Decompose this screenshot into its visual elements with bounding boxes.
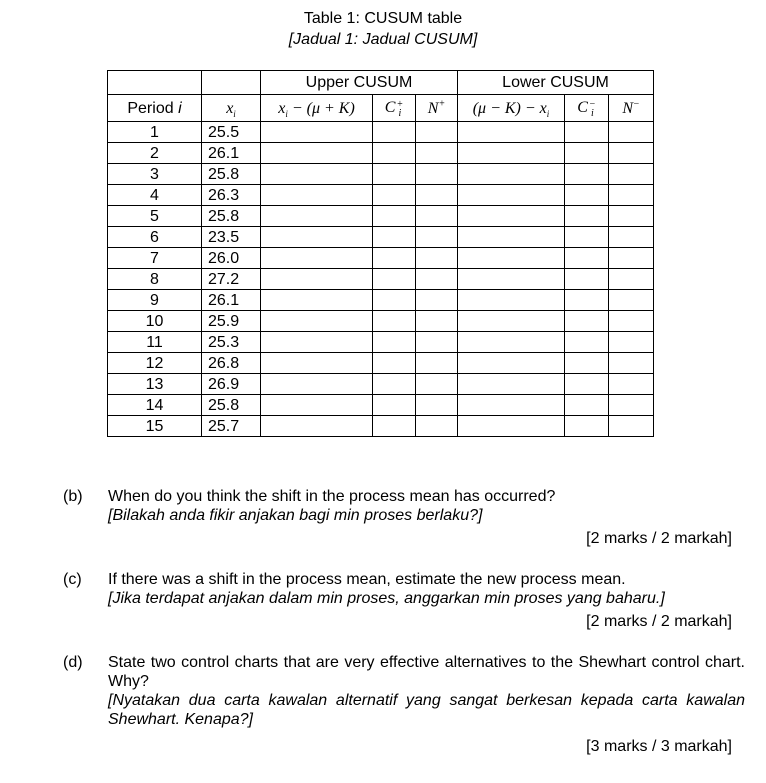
table-row bbox=[108, 122, 654, 143]
x-value-cell: 23.5 bbox=[202, 227, 261, 248]
c-minus-cell[interactable] bbox=[565, 248, 609, 269]
upper-deviation-cell[interactable] bbox=[261, 332, 373, 353]
n-plus-cell[interactable] bbox=[416, 332, 458, 353]
question-c-marks: [2 marks / 2 markah] bbox=[586, 613, 732, 630]
n-plus-cell[interactable] bbox=[416, 248, 458, 269]
c-plus-cell[interactable] bbox=[373, 374, 416, 395]
n-minus-cell[interactable] bbox=[609, 227, 654, 248]
upper-deviation-cell[interactable] bbox=[261, 416, 373, 437]
question-d-english: State two control charts that are very effective alternatives to the Shewhart control chart. Why? bbox=[108, 654, 745, 690]
n-plus-cell[interactable] bbox=[416, 206, 458, 227]
upper-deviation-cell[interactable] bbox=[261, 122, 373, 143]
table-row bbox=[108, 164, 654, 185]
c-minus-cell[interactable] bbox=[565, 311, 609, 332]
n-minus-cell[interactable] bbox=[609, 416, 654, 437]
header-blank-period bbox=[108, 71, 202, 95]
upper-deviation-cell[interactable] bbox=[261, 290, 373, 311]
lower-deviation-cell[interactable] bbox=[458, 311, 565, 332]
c-plus-cell[interactable] bbox=[373, 248, 416, 269]
table-row bbox=[108, 374, 654, 395]
x-value-cell: 26.9 bbox=[202, 374, 261, 395]
period-cell: 13 bbox=[108, 374, 202, 395]
lower-deviation-header: $(\mu - K) - x_i$ bbox=[458, 95, 565, 122]
n-minus-cell[interactable] bbox=[609, 206, 654, 227]
n-minus-cell[interactable] bbox=[609, 332, 654, 353]
lower-deviation-cell[interactable] bbox=[458, 416, 565, 437]
x-value-cell: 27.2 bbox=[202, 269, 261, 290]
n-minus-cell[interactable] bbox=[609, 248, 654, 269]
n-minus-cell[interactable] bbox=[609, 269, 654, 290]
question-b-marks: [2 marks / 2 markah] bbox=[586, 530, 732, 547]
lower-deviation-cell[interactable] bbox=[458, 122, 565, 143]
upper-deviation-cell[interactable] bbox=[261, 395, 373, 416]
n-minus-cell[interactable] bbox=[609, 395, 654, 416]
upper-deviation-cell[interactable] bbox=[261, 269, 373, 290]
question-d-label: (d) bbox=[63, 654, 83, 671]
table-row bbox=[108, 395, 654, 416]
x-value-cell: 25.7 bbox=[202, 416, 261, 437]
period-header: Period i bbox=[108, 95, 202, 122]
question-c-label: (c) bbox=[63, 571, 82, 588]
period-cell: 5 bbox=[108, 206, 202, 227]
period-cell: 4 bbox=[108, 185, 202, 206]
upper-deviation-cell[interactable] bbox=[261, 374, 373, 395]
c-minus-cell[interactable] bbox=[565, 353, 609, 374]
c-minus-cell[interactable] bbox=[565, 416, 609, 437]
period-cell: 10 bbox=[108, 311, 202, 332]
upper-deviation-cell[interactable] bbox=[261, 353, 373, 374]
c-plus-cell[interactable] bbox=[373, 395, 416, 416]
upper-deviation-cell[interactable] bbox=[261, 206, 373, 227]
table-row bbox=[108, 332, 654, 353]
table-row bbox=[108, 185, 654, 206]
upper-deviation-cell[interactable] bbox=[261, 164, 373, 185]
c-plus-cell[interactable] bbox=[373, 353, 416, 374]
n-minus-cell[interactable] bbox=[609, 185, 654, 206]
lower-deviation-cell[interactable] bbox=[458, 395, 565, 416]
c-plus-cell[interactable] bbox=[373, 206, 416, 227]
question-b-label: (b) bbox=[63, 488, 83, 505]
c-plus-cell[interactable] bbox=[373, 269, 416, 290]
c-plus-cell[interactable] bbox=[373, 332, 416, 353]
c-minus-cell[interactable] bbox=[565, 395, 609, 416]
lower-deviation-cell[interactable] bbox=[458, 164, 565, 185]
upper-deviation-cell[interactable] bbox=[261, 227, 373, 248]
c-minus-cell[interactable] bbox=[565, 374, 609, 395]
period-cell: 12 bbox=[108, 353, 202, 374]
n-minus-cell[interactable] bbox=[609, 374, 654, 395]
lower-deviation-cell[interactable] bbox=[458, 206, 565, 227]
question-c-english: If there was a shift in the process mean, estimate the new process mean. bbox=[108, 571, 626, 588]
n-plus-cell[interactable] bbox=[416, 311, 458, 332]
lower-deviation-cell[interactable] bbox=[458, 332, 565, 353]
c-plus-cell[interactable] bbox=[373, 416, 416, 437]
n-plus-cell[interactable] bbox=[416, 143, 458, 164]
lower-deviation-cell[interactable] bbox=[458, 374, 565, 395]
n-plus-cell[interactable] bbox=[416, 164, 458, 185]
c-minus-cell[interactable] bbox=[565, 122, 609, 143]
n-plus-cell[interactable] bbox=[416, 416, 458, 437]
n-minus-cell[interactable] bbox=[609, 311, 654, 332]
x-value-cell: 25.5 bbox=[202, 122, 261, 143]
table-row bbox=[108, 311, 654, 332]
c-minus-header: C − i bbox=[565, 95, 609, 122]
lower-deviation-cell[interactable] bbox=[458, 227, 565, 248]
question-b-malay: [Bilakah anda fikir anjakan bagi min proses berlaku?] bbox=[108, 507, 483, 524]
question-d-malay: [Nyatakan dua carta kawalan alternatif yang sangat berkesan kepada carta kawalan Shewhart. Kenapa?] bbox=[108, 692, 745, 728]
period-cell: 8 bbox=[108, 269, 202, 290]
n-plus-cell[interactable] bbox=[416, 374, 458, 395]
table-row bbox=[108, 227, 654, 248]
c-plus-cell[interactable] bbox=[373, 185, 416, 206]
table-caption-malay: [Jadual 1: Jadual CUSUM] bbox=[288, 31, 478, 48]
n-plus-cell[interactable] bbox=[416, 269, 458, 290]
x-value-cell: 25.8 bbox=[202, 206, 261, 227]
period-cell: 6 bbox=[108, 227, 202, 248]
c-plus-cell[interactable] bbox=[373, 227, 416, 248]
table-row bbox=[108, 416, 654, 437]
question-c-malay: [Jika terdapat anjakan dalam min proses, anggarkan min proses yang baharu.] bbox=[108, 590, 665, 607]
c-plus-cell[interactable] bbox=[373, 122, 416, 143]
n-plus-cell[interactable] bbox=[416, 290, 458, 311]
lower-deviation-cell[interactable] bbox=[458, 269, 565, 290]
table-row bbox=[108, 143, 654, 164]
c-plus-cell[interactable] bbox=[373, 164, 416, 185]
n-minus-cell[interactable] bbox=[609, 143, 654, 164]
n-minus-cell[interactable] bbox=[609, 290, 654, 311]
upper-cusum-header: Upper CUSUM bbox=[261, 71, 458, 95]
c-minus-cell[interactable] bbox=[565, 227, 609, 248]
period-cell: 9 bbox=[108, 290, 202, 311]
lower-deviation-cell[interactable] bbox=[458, 248, 565, 269]
n-plus-cell[interactable] bbox=[416, 395, 458, 416]
c-minus-cell[interactable] bbox=[565, 332, 609, 353]
n-plus-cell[interactable] bbox=[416, 227, 458, 248]
x-value-cell: 25.9 bbox=[202, 311, 261, 332]
c-minus-cell[interactable] bbox=[565, 206, 609, 227]
x-value-cell: 26.1 bbox=[202, 290, 261, 311]
table-row bbox=[108, 290, 654, 311]
table-caption: Table 1: CUSUM table bbox=[303, 10, 463, 27]
table-row bbox=[108, 206, 654, 227]
question-b-english: When do you think the shift in the process mean has occurred? bbox=[108, 488, 556, 505]
upper-deviation-cell[interactable] bbox=[261, 248, 373, 269]
c-plus-header: C + i bbox=[373, 95, 416, 122]
n-minus-header: N− bbox=[609, 95, 654, 122]
upper-deviation-header: $x_i - (\mu + K)$ bbox=[261, 95, 373, 122]
c-plus-cell[interactable] bbox=[373, 143, 416, 164]
n-minus-cell[interactable] bbox=[609, 122, 654, 143]
upper-deviation-cell[interactable] bbox=[261, 311, 373, 332]
x-header: $x_i$ bbox=[202, 95, 261, 122]
x-value-cell: 25.3 bbox=[202, 332, 261, 353]
x-value-cell: 26.8 bbox=[202, 353, 261, 374]
table-row bbox=[108, 269, 654, 290]
c-minus-cell[interactable] bbox=[565, 143, 609, 164]
x-value-cell: 25.8 bbox=[202, 395, 261, 416]
n-plus-header: N+ bbox=[416, 95, 458, 122]
lower-deviation-cell[interactable] bbox=[458, 143, 565, 164]
n-minus-cell[interactable] bbox=[609, 164, 654, 185]
lower-deviation-cell[interactable] bbox=[458, 353, 565, 374]
lower-deviation-cell[interactable] bbox=[458, 185, 565, 206]
c-minus-cell[interactable] bbox=[565, 269, 609, 290]
period-cell: 2 bbox=[108, 143, 202, 164]
n-plus-cell[interactable] bbox=[416, 353, 458, 374]
x-value-cell: 26.3 bbox=[202, 185, 261, 206]
question-d-marks: [3 marks / 3 markah] bbox=[586, 738, 732, 755]
c-plus-cell[interactable] bbox=[373, 311, 416, 332]
period-cell: 3 bbox=[108, 164, 202, 185]
c-minus-cell[interactable] bbox=[565, 164, 609, 185]
n-plus-cell[interactable] bbox=[416, 185, 458, 206]
period-cell: 7 bbox=[108, 248, 202, 269]
cusum-table bbox=[107, 70, 654, 437]
c-minus-cell[interactable] bbox=[565, 290, 609, 311]
n-plus-cell[interactable] bbox=[416, 122, 458, 143]
period-cell: 14 bbox=[108, 395, 202, 416]
lower-deviation-cell[interactable] bbox=[458, 290, 565, 311]
c-minus-cell[interactable] bbox=[565, 185, 609, 206]
upper-deviation-cell[interactable] bbox=[261, 185, 373, 206]
x-value-cell: 26.1 bbox=[202, 143, 261, 164]
c-plus-cell[interactable] bbox=[373, 290, 416, 311]
table-row bbox=[108, 248, 654, 269]
header-blank-x bbox=[202, 71, 261, 95]
period-cell: 1 bbox=[108, 122, 202, 143]
period-cell: 11 bbox=[108, 332, 202, 353]
x-value-cell: 26.0 bbox=[202, 248, 261, 269]
lower-cusum-header: Lower CUSUM bbox=[458, 71, 654, 95]
table-row bbox=[108, 353, 654, 374]
period-cell: 15 bbox=[108, 416, 202, 437]
upper-deviation-cell[interactable] bbox=[261, 143, 373, 164]
n-minus-cell[interactable] bbox=[609, 353, 654, 374]
x-value-cell: 25.8 bbox=[202, 164, 261, 185]
